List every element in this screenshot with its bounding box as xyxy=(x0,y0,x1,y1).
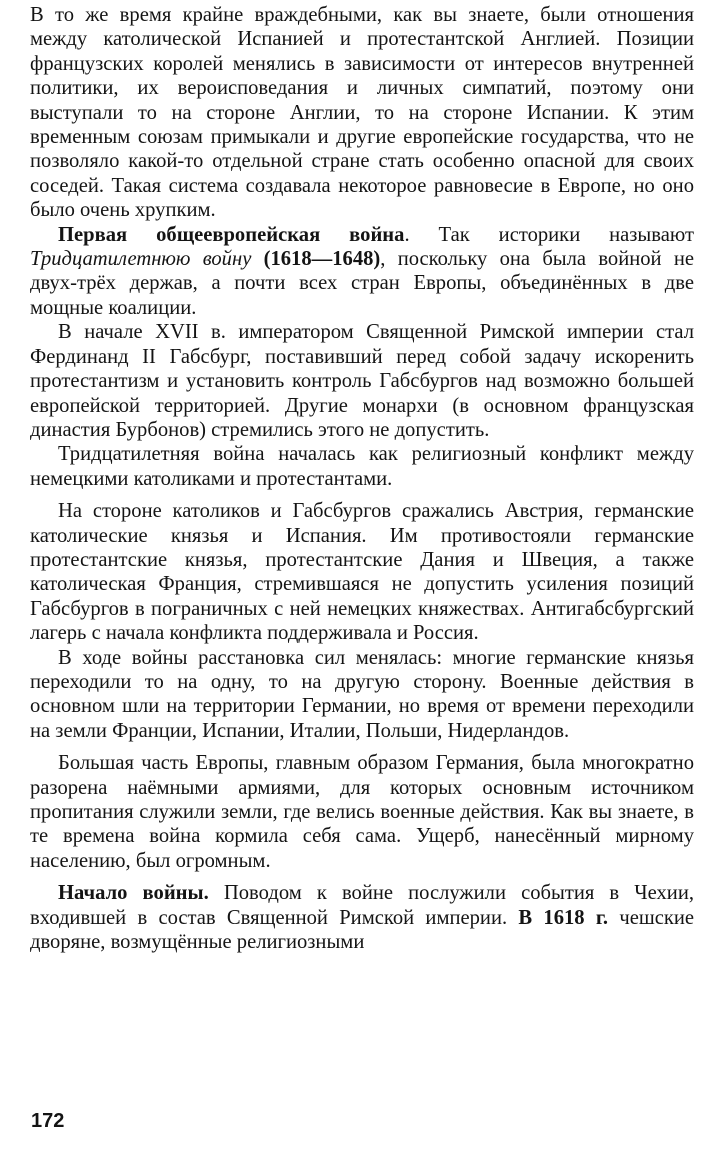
page-number: 172 xyxy=(31,1110,65,1132)
paragraph-devastation xyxy=(30,751,694,873)
section-heading-first-war: Первая общеевропейская война xyxy=(58,223,405,246)
paragraph-text: Большая часть Европы, главным образом Германия, была многократно разорена наёмными армиями, для которых основным источником пропитания служили земли, где велись военные действия. Как вы знаете, в те времена война кормила себя сама. Ущерб, нанесённый мирному населению, был огромным. xyxy=(30,752,694,872)
paragraph-text: , поскольку она была войной не двух-трёх держав, а почти всех стран Европы, объединённых в две мощные коалиции. xyxy=(30,248,694,319)
paragraph-text: чешские дворяне, возмущённые религиозными xyxy=(30,906,694,954)
paragraph-war-start xyxy=(30,881,694,954)
paragraph-text: В начале XVII в. императором Священной Римской империи стал Фердинанд II Габсбург, поставивший перед собой задачу искоренить протестантизм и установить контроль Габсбургов над возможно большей европейской территорией. Другие монархи (в основном французская династия Бурбонов) стремились этого не допустить. xyxy=(30,321,694,441)
paragraph-ferdinand xyxy=(30,320,694,442)
paragraph-text: В ходе войны расстановка сил менялась: многие германские князья переходили то на одну, то на другую сторону. Военные действия в основном шли на территории Германии, но время от времени переходили на земли Франции, Испании, Италии, Польши, Нидерландов. xyxy=(30,646,694,742)
paragraph-text: В то же время крайне враждебными, как вы знаете, были отношения между католической Испанией и протестантской Англией. Позиции французских королей менялись в зависимости от интересов внутренней политики, их вероисповедания и личных симпатий, поэтому они выступали то на стороне Англии, то на стороне Испании. К этим временным союзам примыкали и другие европейские государства, что не позволяло какой-то отдельной стране стать особенно опасной для своих соседей. Такая система создавала некоторое равновесие в Европе, но оно было очень хрупким. xyxy=(30,4,694,222)
section-heading-war-start: Начало войны. xyxy=(58,882,209,905)
paragraph-text: На стороне католиков и Габсбургов сражались Австрия, германские католические князья и Испания. Им противостояли германские протестантские князья, протестантские Дания и Швеция, а также католическая Франция, стремившаяся не допустить усиления позиций Габсбургов в пограничных с ней немецких княжествах. Антигабсбургский лагерь с начала конфликта поддерживала и Россия. xyxy=(30,500,694,645)
paragraph-text: Тридцатилетняя война началась как религиозный конфликт между немецкими католиками и протестантами. xyxy=(30,443,694,490)
paragraph-coalitions xyxy=(30,499,694,645)
paragraph-text xyxy=(251,248,263,270)
paragraph-text: . Так историки называют xyxy=(404,223,694,246)
date-1618: В 1618 г. xyxy=(518,906,609,929)
paragraph-intro xyxy=(30,3,694,223)
paragraph-course-of-war xyxy=(30,646,694,744)
page-body xyxy=(30,3,694,954)
paragraph-text: Поводом к войне послужили события в Чехии, входившей в состав Священной Римской империи. xyxy=(30,882,694,929)
term-thirty-years-war: Тридцатилетнюю войну xyxy=(30,248,252,271)
paragraph-religious-conflict xyxy=(30,442,694,491)
date-range: (1618—1648) xyxy=(263,248,381,271)
paragraph-first-war xyxy=(30,223,694,321)
